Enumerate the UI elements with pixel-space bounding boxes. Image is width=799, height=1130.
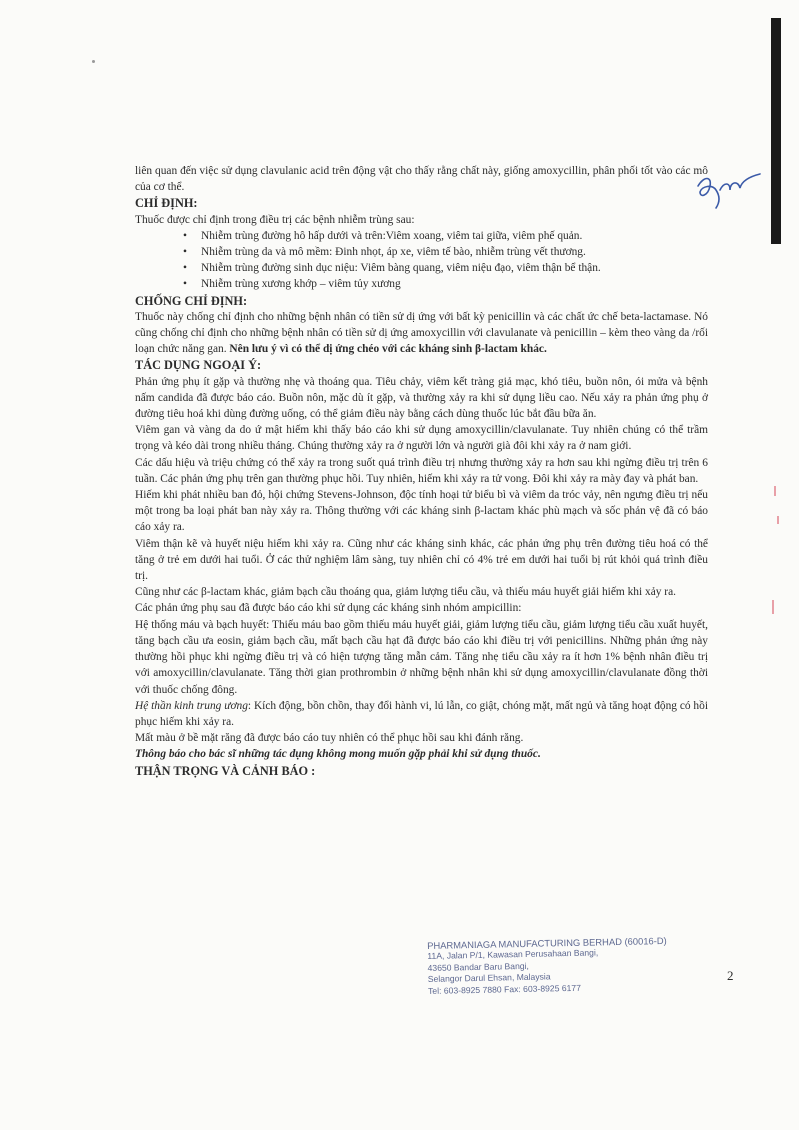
precautions-heading: THẬN TRỌNG VÀ CẢNH BÁO : (135, 763, 316, 778)
scan-edge-bar (771, 18, 781, 244)
intro-paragraph: liên quan đến việc sử dụng clavulanic acid trên động vật cho thấy rằng chất này, giống amoxycillin, phân phối tốt vào các mô của cơ thể. (135, 165, 708, 194)
stamp-line: Tel: 603-8925 7880 Fax: 603-8925 6177 (427, 982, 582, 996)
cns-paragraph (135, 698, 708, 730)
contraindications-paragraph (135, 309, 708, 358)
side-effects-paragraph: Viêm gan và vàng da do ứ mật hiếm khi thấy báo cáo khi sử dụng amoxycillin/clavulanate. Tuy nhiên chúng có thể trầm trọng và kéo dài trong nhiều tháng. Chúng thường xảy ra ở người lớn và người già đôi khi xảy ra ở nam giới. (135, 424, 708, 453)
margin-mark (777, 516, 779, 524)
side-effects-heading: TÁC DỤNG NGOẠI Ý: (135, 358, 262, 373)
scan-speck (92, 60, 95, 63)
list-item: • Nhiễm trùng xương khớp – viêm tủy xương (201, 276, 708, 292)
stamp-line: 43650 Bandar Baru Bangi, (427, 960, 529, 973)
side-effects-paragraph: Các dấu hiệu và triệu chứng có thể xảy ra trong suốt quá trình điều trị nhưng thường xảy ra hơn sau khi ngừng điều trị trên 6 tuần. Các phản ứng phụ trên gan thường phục hồi. Tuy nhiên, hiếm khi xảy ra tử vong. Đôi khi xảy ra mày đay và phát ban. (135, 456, 708, 485)
side-effects-paragraph: Các phản ứng phụ sau đã được báo cáo khi sử dụng các kháng sinh nhóm ampicillin: (135, 602, 522, 615)
indications-heading: CHỈ ĐỊNH: (135, 196, 198, 211)
document-body (135, 163, 708, 779)
list-item: • Nhiễm trùng đường sinh dục niệu: Viêm bàng quang, viêm niệu đạo, viêm thận bể thận. (201, 260, 708, 276)
cns-label: Hệ thần kinh trung ương (135, 699, 248, 712)
company-stamp (427, 935, 688, 997)
indications-list (135, 228, 708, 293)
indications-lead: Thuốc được chỉ định trong điều trị các bệnh nhiễm trùng sau: (135, 213, 415, 226)
doctor-notice: Thông báo cho bác sĩ những tác dụng không mong muốn gặp phải khi sử dụng thuốc. (135, 748, 541, 761)
side-effects-paragraph: Phản ứng phụ ít gặp và thường nhẹ và thoáng qua. Tiêu chảy, viêm kết tràng giả mạc, khó tiêu, buồn nôn, ói mửa và bệnh nấm candida đã được báo cáo. Buồn nôn, mặc dù ít gặp, và thường xảy ra khi sử dụng liều cao. Nếu xảy ra phản ứng phụ ở đường tiêu hoá khi dùng đường uống, có thể giảm điều này bằng cách dùng thuốc lúc bắt đầu bữa ăn. (135, 375, 708, 421)
margin-mark (774, 486, 776, 496)
stamp-line: PHARMANIAGA MANUFACTURING BERHAD (60016-D) (427, 934, 667, 951)
teeth-paragraph: Mất màu ở bề mặt răng đã được báo cáo tuy nhiên có thể phục hồi sau khi đánh răng. (135, 732, 524, 745)
side-effects-paragraph: Hiếm khi phát nhiều ban đỏ, hội chứng Stevens-Johnson, độc tính hoại tử biểu bì và viêm da tróc vảy, nên ngưng điều trị nếu một trong ba loại phát ban này xảy ra. Thông thường với các kháng sinh β-lactam khác phù mạch và sốc phản vệ đã có báo cáo xảy ra. (135, 489, 708, 534)
stamp-line: Selangor Darul Ehsan, Malaysia (427, 971, 551, 985)
cross-allergy-note: Nên lưu ý vì có thể dị ứng chéo với các kháng sinh β-lactam khác. (229, 343, 547, 356)
list-item: • Nhiễm trùng đường hô hấp dưới và trên:Viêm xoang, viêm tai giữa, viêm phế quản. (201, 228, 708, 244)
margin-mark (772, 600, 774, 614)
contraindications-heading: CHỐNG CHỈ ĐỊNH: (135, 293, 248, 308)
side-effects-paragraph: Hệ thống máu và bạch huyết: Thiếu máu bao gồm thiếu máu huyết giải, giảm lượng tiểu cầu, giảm lượng tiểu cầu xuất huyết, tăng bạch cầu ưa eosin, giảm bạch cầu, mất bạch cầu hạt đã được báo cáo khi điều trị với penicillins. Những phản ứng này thường hồi phục khi ngừng điều trị và có hiện tượng tăng mẫn cảm. Tăng nhẹ tiểu cầu xảy ra ít hơn 1% bệnh nhân điều trị với amoxycillin/clavulanate. Tăng thời gian prothrombin ở những bệnh nhân khi sử dụng amoxycillin/clavulanate đồng thời với thuốc chống đông. (135, 618, 708, 696)
page-number: 2 (727, 968, 734, 983)
contraindications-text: Thuốc này chống chỉ định cho những bệnh nhân có tiền sử dị ứng với bất kỳ penicillin và các chất ức chế beta-lactamase. Nó cũng chống chỉ định cho những bệnh nhân có tiền sử dị ứng amoxycillin với clavulanate và penicillin – kèm theo vàng da /rối loạn chức năng gan. (135, 310, 708, 356)
stamp-line: 11A, Jalan P/1, Kawasan Perusahaan Bangi, (427, 947, 599, 962)
side-effects-paragraph: Cũng như các β-lactam khác, giảm bạch cầu thoáng qua, giảm lượng tiểu cầu, và thiếu máu huyết giải hiếm khi xảy ra. (135, 586, 676, 599)
side-effects-paragraph: Viêm thận kẽ và huyết niệu hiếm khi xảy ra. Cũng như các kháng sinh khác, các phản ứng phụ trên đường tiêu hoá có thể tăng ở trẻ em dưới hai tuổi. Ở các thử nghiệm lâm sàng, tuy nhiên chỉ có 4% trẻ em dưới hai tuổi bị rút khỏi quá trình điều trị. (135, 537, 708, 583)
list-item: • Nhiễm trùng da và mô mềm: Đinh nhọt, áp xe, viêm tế bào, nhiễm trùng vết thương. (201, 244, 708, 260)
cns-text: : Kích động, bồn chồn, thay đổi hành vi, lú lẫn, co giật, chóng mặt, mất ngủ và tăng hoạt động có hồi phục hiếm khi xảy ra. (135, 699, 708, 728)
